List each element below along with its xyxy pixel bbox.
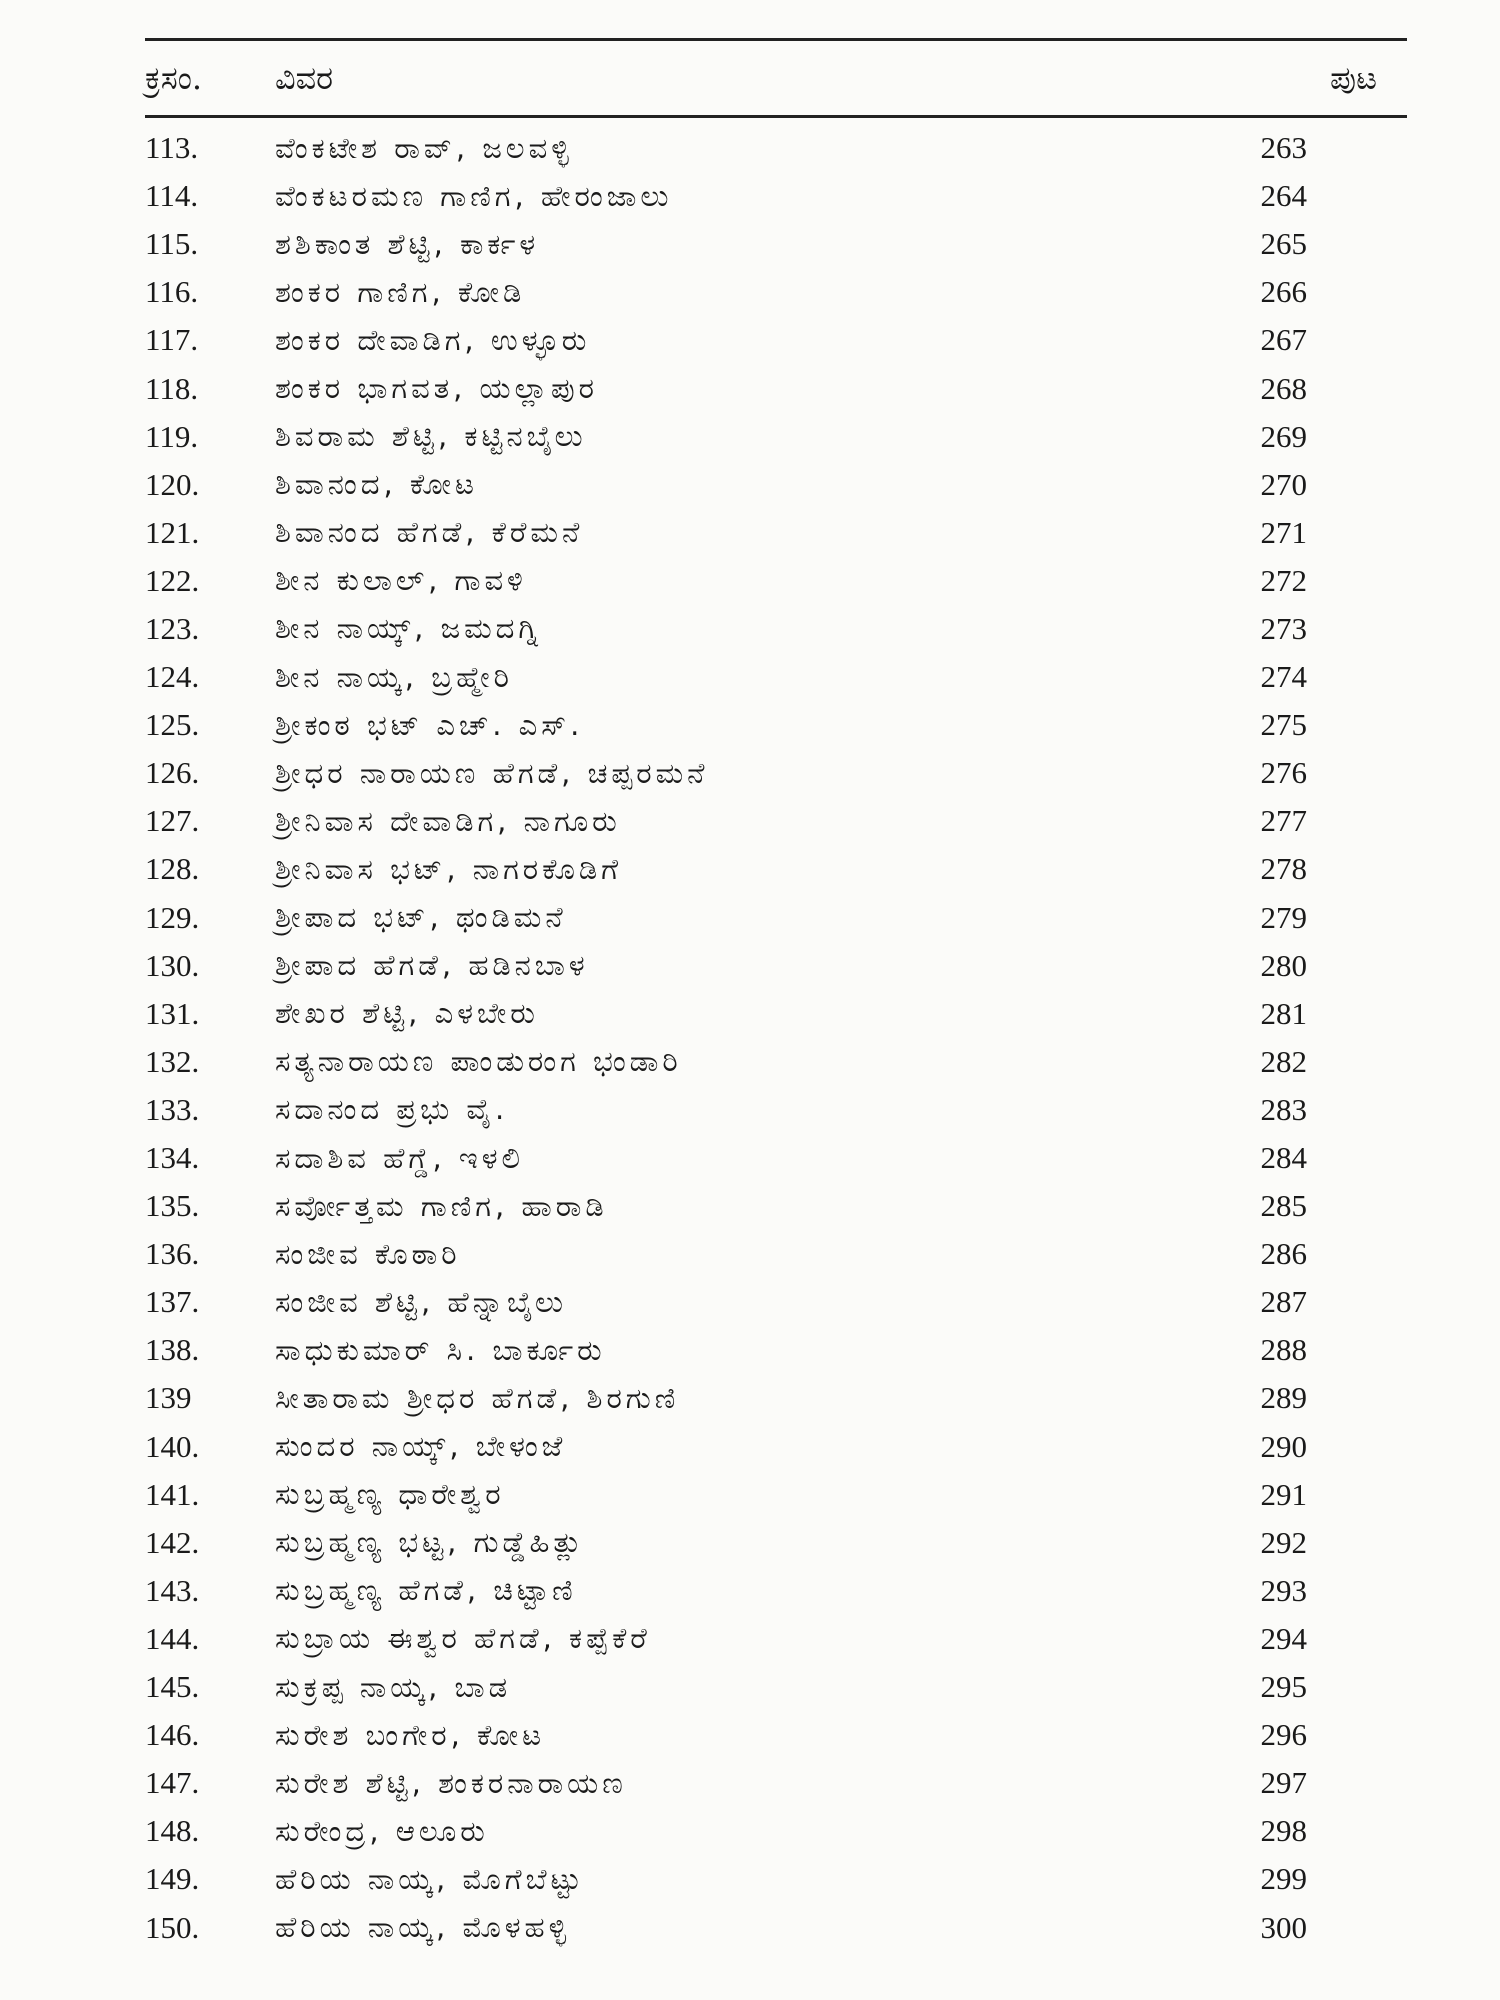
entry-description: ಸುಬ್ರಾಯ ಈಶ್ವರ ಹೆಗಡೆ, ಕಪ್ಪೆಕೆರೆ [275, 1621, 651, 1656]
entries-list [145, 124, 1407, 1952]
entry-page: 296 [1260, 1717, 1307, 1753]
entry-page: 294 [1260, 1620, 1307, 1656]
list-item [145, 701, 1407, 749]
list-item [145, 1759, 1407, 1807]
entry-page: 295 [1260, 1669, 1307, 1705]
entry-page: 271 [1260, 514, 1307, 550]
entry-description: ಸುಬ್ರಹ್ಮಣ್ಯ ಹೆಗಡೆ, ಚಿಟ್ಟಾಣಿ [275, 1573, 577, 1608]
list-item [145, 1663, 1407, 1711]
entry-page: 268 [1260, 370, 1307, 406]
entry-page: 291 [1260, 1476, 1307, 1512]
list-item [145, 316, 1407, 364]
list-item [145, 1519, 1407, 1567]
entry-number: 124. [145, 659, 200, 695]
entry-number: 137. [145, 1284, 200, 1320]
list-item [145, 1278, 1407, 1326]
page-header: ಪುಟ [1330, 58, 1377, 97]
entry-page: 280 [1260, 947, 1307, 983]
entry-page: 278 [1260, 851, 1307, 887]
list-item [145, 124, 1407, 172]
list-item [145, 990, 1407, 1038]
entry-description: ಸಂಜೀವ ಕೊಠಾರಿ [275, 1236, 461, 1271]
entry-number: 119. [145, 418, 199, 454]
entry-number: 146. [145, 1717, 200, 1753]
entry-description: ಶೀನ ನಾಯ್ಕ, ಬ್ರಹ್ಮೇರಿ [275, 659, 513, 694]
entry-page: 277 [1260, 803, 1307, 839]
entry-description: ಸುರೇಂದ್ರ, ಆಲೂರು [275, 1813, 489, 1848]
entry-number: 126. [145, 755, 200, 791]
entry-page: 270 [1260, 466, 1307, 502]
entry-number: 136. [145, 1236, 200, 1272]
entry-page: 287 [1260, 1284, 1307, 1320]
entry-number: 123. [145, 610, 200, 646]
entry-description: ಹೆರಿಯ ನಾಯ್ಕ, ಮೊಗೆಬೆಟ್ಟು [275, 1861, 585, 1896]
entry-description: ಸೀತಾರಾಮ ಶ್ರೀಧರ ಹೆಗಡೆ, ಶಿರಗುಣಿ [275, 1380, 680, 1415]
entry-number: 143. [145, 1572, 200, 1608]
entry-description: ಶಿವರಾಮ ಶೆಟ್ಟಿ, ಕಟ್ಟಿನಬೈಲು [275, 419, 587, 454]
description-header: ವಿವರ [275, 58, 334, 97]
list-item [145, 1471, 1407, 1519]
entry-number: 144. [145, 1620, 200, 1656]
list-item [145, 1855, 1407, 1903]
list-item [145, 1374, 1407, 1422]
entry-number: 148. [145, 1813, 200, 1849]
entry-number: 140. [145, 1428, 200, 1464]
list-item [145, 605, 1407, 653]
entry-page: 264 [1260, 178, 1307, 214]
list-item [145, 1038, 1407, 1086]
entry-description: ಸುರೇಶ ಶೆಟ್ಟಿ, ಶಂಕರನಾರಾಯಣ [275, 1765, 627, 1800]
list-item [145, 172, 1407, 220]
entry-page: 299 [1260, 1861, 1307, 1897]
entry-page: 290 [1260, 1428, 1307, 1464]
entry-page: 279 [1260, 899, 1307, 935]
entry-description: ಶೇಖರ ಶೆಟ್ಟಿ, ಎಳಬೇರು [275, 996, 539, 1031]
entry-number: 142. [145, 1524, 200, 1560]
list-item [145, 1423, 1407, 1471]
entry-description: ಸುಬ್ರಹ್ಮಣ್ಯ ಭಟ್ಟ, ಗುಡ್ಡೆಹಿತ್ಲು [275, 1525, 586, 1560]
entry-number: 134. [145, 1140, 200, 1176]
entry-number: 113. [145, 130, 199, 166]
entry-page: 276 [1260, 755, 1307, 791]
entry-description: ಶ್ರೀನಿವಾಸ ದೇವಾಡಿಗ, ನಾಗೂರು [275, 803, 621, 838]
entry-description: ಶಿವಾನಂದ ಹೆಗಡೆ, ಕೆರೆಮನೆ [275, 515, 584, 550]
entry-page: 267 [1260, 322, 1307, 358]
list-item [145, 1567, 1407, 1615]
entry-description: ಸರ್ವೋತ್ತಮ ಗಾಣಿಗ, ಹಾರಾಡಿ [275, 1188, 608, 1223]
entry-description: ಶ್ರೀಧರ ನಾರಾಯಣ ಹೆಗಡೆ, ಚಪ್ಪರಮನೆ [275, 755, 709, 790]
entry-page: 298 [1260, 1813, 1307, 1849]
list-item [145, 653, 1407, 701]
entry-description: ಶ್ರೀಪಾದ ಹೆಗಡೆ, ಹಡಿನಬಾಳ [275, 948, 589, 983]
entry-description: ಸುಬ್ರಹ್ಮಣ್ಯ ಧಾರೇಶ್ವರ [275, 1477, 505, 1512]
entry-page: 281 [1260, 995, 1307, 1031]
entry-number: 132. [145, 1043, 200, 1079]
entry-description: ಶಂಕರ ಭಾಗವತ, ಯಲ್ಲಾಪುರ [275, 371, 598, 406]
entry-page: 292 [1260, 1524, 1307, 1560]
entry-page: 272 [1260, 562, 1307, 598]
entry-description: ಶಿವಾನಂದ, ಕೋಟ [275, 467, 478, 502]
list-item [145, 461, 1407, 509]
entry-page: 273 [1260, 610, 1307, 646]
entry-number: 139 [145, 1380, 192, 1416]
list-item [145, 845, 1407, 893]
entry-description: ವೆಂಕಟರಮಣ ಗಾಣಿಗ, ಹೇರಂಜಾಲು [275, 178, 673, 213]
entry-page: 274 [1260, 659, 1307, 695]
entry-description: ಶೀನ ನಾಯ್ಕ್, ಜಮದಗ್ನಿ [275, 611, 543, 646]
entry-description: ಸುರೇಶ ಬಂಗೇರ, ಕೋಟ [275, 1717, 546, 1752]
entry-number: 147. [145, 1765, 200, 1801]
entry-description: ಶಂಕರ ಗಾಣಿಗ, ಕೋಡಿ [275, 274, 526, 309]
entry-number: 116. [145, 274, 199, 310]
entry-number: 129. [145, 899, 200, 935]
table-header [145, 41, 1407, 115]
entry-number: 121. [145, 514, 200, 550]
entry-number: 115. [145, 226, 199, 262]
entry-description: ಶೀನ ಕುಲಾಲ್, ಗಾವಳಿ [275, 563, 527, 598]
list-item [145, 894, 1407, 942]
entry-number: 122. [145, 562, 200, 598]
entry-description: ಸದಾನಂದ ಪ್ರಭು ವೈ. [275, 1092, 509, 1127]
contents-page [145, 38, 1407, 1952]
list-item [145, 1711, 1407, 1759]
entry-page: 289 [1260, 1380, 1307, 1416]
list-item [145, 749, 1407, 797]
entry-description: ಸಂಜೀವ ಶೆಟ್ಟಿ, ಹೆನ್ನಾಬೈಲು [275, 1284, 567, 1319]
list-item [145, 509, 1407, 557]
list-item [145, 797, 1407, 845]
list-item [145, 942, 1407, 990]
entry-number: 141. [145, 1476, 200, 1512]
entry-page: 265 [1260, 226, 1307, 262]
entry-description: ಶಂಕರ ದೇವಾಡಿಗ, ಉಳ್ಳೂರು [275, 322, 591, 357]
entry-page: 283 [1260, 1091, 1307, 1127]
list-item [145, 364, 1407, 412]
list-item [145, 1230, 1407, 1278]
list-item [145, 1326, 1407, 1374]
list-item [145, 1903, 1407, 1951]
entry-number: 120. [145, 466, 200, 502]
list-item [145, 268, 1407, 316]
entry-number: 138. [145, 1332, 200, 1368]
entry-page: 263 [1260, 130, 1307, 166]
entry-number: 125. [145, 707, 200, 743]
entry-page: 282 [1260, 1043, 1307, 1079]
entry-number: 117. [145, 322, 199, 358]
entry-page: 266 [1260, 274, 1307, 310]
header-rule [145, 115, 1407, 118]
entry-page: 275 [1260, 707, 1307, 743]
list-item [145, 413, 1407, 461]
entry-description: ಸದಾಶಿವ ಹೆಗ್ಡೆ, ಇಳಲಿ [275, 1140, 524, 1175]
entry-number: 127. [145, 803, 200, 839]
serial-header: ಕ್ರಸಂ. [145, 58, 203, 97]
entry-description: ಸಾಧುಕುಮಾರ್ ಸಿ. ಬಾರ್ಕೂರು [275, 1332, 606, 1367]
entry-description: ಸುಂದರ ನಾಯ್ಕ್, ಬೇಳಂಜೆ [275, 1429, 567, 1464]
entry-number: 114. [145, 178, 199, 214]
entry-page: 284 [1260, 1140, 1307, 1176]
list-item [145, 220, 1407, 268]
entry-page: 288 [1260, 1332, 1307, 1368]
entry-description: ವೆಂಕಟೇಶ ರಾವ್, ಜಲವಳ್ಳಿ [275, 130, 573, 165]
list-item [145, 557, 1407, 605]
entry-page: 300 [1260, 1909, 1307, 1945]
list-item [145, 1134, 1407, 1182]
entry-description: ಶ್ರೀಪಾದ ಭಟ್, ಥಂಡಿಮನೆ [275, 900, 567, 935]
entry-description: ಶ್ರೀನಿವಾಸ ಭಟ್, ನಾಗರಕೊಡಿಗೆ [275, 851, 622, 886]
entry-number: 130. [145, 947, 200, 983]
entry-number: 118. [145, 370, 199, 406]
entry-page: 286 [1260, 1236, 1307, 1272]
entry-number: 149. [145, 1861, 200, 1897]
entry-description: ಹೆರಿಯ ನಾಯ್ಕ, ಮೊಳಹಳ್ಳಿ [275, 1910, 571, 1945]
entry-number: 145. [145, 1669, 200, 1705]
entry-description: ಸತ್ಯನಾರಾಯಣ ಪಾಂಡುರಂಗ ಭಂಡಾರಿ [275, 1044, 682, 1079]
entry-description: ಸುಕ್ರಪ್ಪ ನಾಯ್ಕ, ಬಾಡ [275, 1669, 512, 1704]
entry-page: 293 [1260, 1572, 1307, 1608]
entry-page: 285 [1260, 1188, 1307, 1224]
entry-page: 269 [1260, 418, 1307, 454]
entry-number: 128. [145, 851, 200, 887]
list-item [145, 1086, 1407, 1134]
entry-number: 131. [145, 995, 200, 1031]
entry-number: 150. [145, 1909, 200, 1945]
list-item [145, 1615, 1407, 1663]
list-item [145, 1807, 1407, 1855]
entry-description: ಶಶಿಕಾಂತ ಶೆಟ್ಟಿ, ಕಾರ್ಕಳ [275, 226, 540, 261]
entry-number: 133. [145, 1091, 200, 1127]
entry-page: 297 [1260, 1765, 1307, 1801]
entry-description: ಶ್ರೀಕಂಠ ಭಟ್ ಎಚ್. ಎಸ್. [275, 707, 584, 742]
entry-number: 135. [145, 1188, 200, 1224]
list-item [145, 1182, 1407, 1230]
